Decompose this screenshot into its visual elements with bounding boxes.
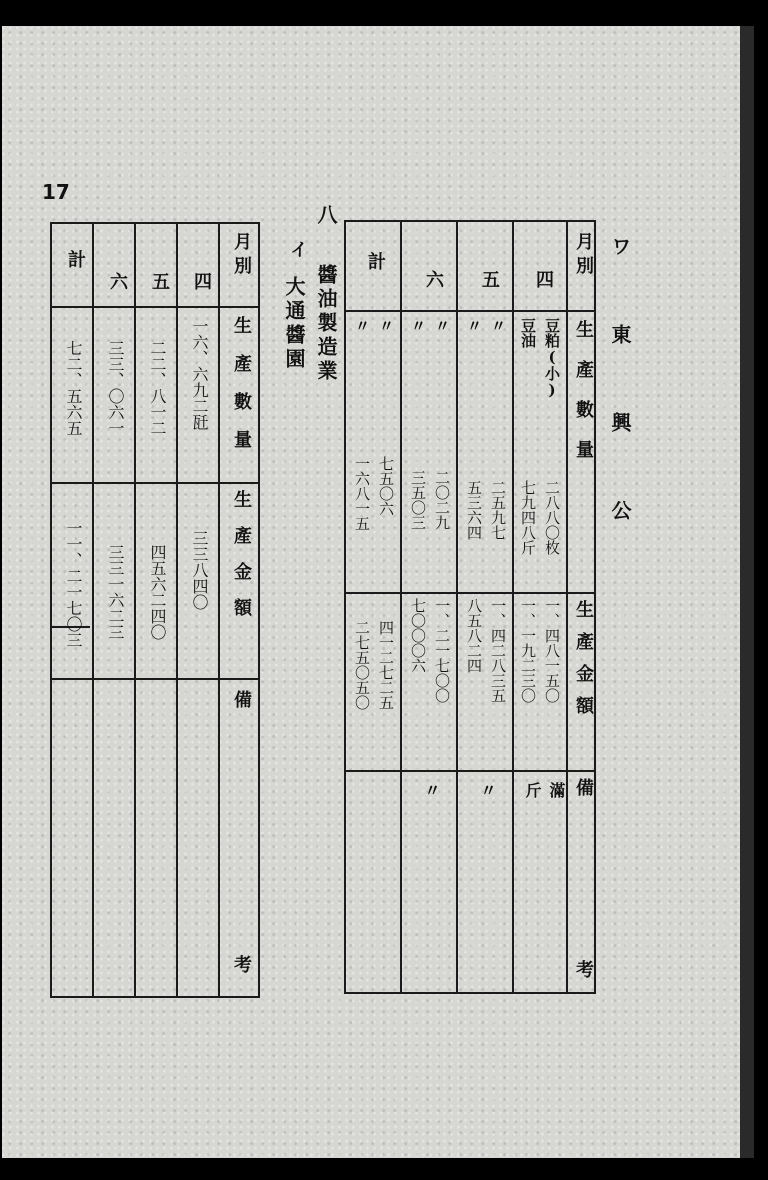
lt-row-quantity: 七二、五六五 bbox=[64, 340, 83, 436]
lt-header-remarks-end: 考 bbox=[231, 955, 252, 973]
rt-row-month: 計 bbox=[365, 252, 386, 270]
rt-header-remarks: 備 bbox=[573, 778, 594, 796]
rt-row-month: 四 bbox=[533, 270, 554, 288]
section-header: ワ 東 興 公 bbox=[608, 236, 632, 542]
lt-row-value: 一一、二一七〇三 bbox=[64, 520, 83, 648]
book-spine bbox=[740, 26, 754, 1158]
rt-row-quantity: 七五〇六 一六八一五 bbox=[353, 456, 395, 531]
lt-header-remarks: 備 bbox=[231, 690, 252, 708]
lt-header-month: 月別 bbox=[231, 232, 252, 280]
lt-header-value: 生產金額 bbox=[231, 490, 252, 634]
sub-a-name: 大通醬園 bbox=[282, 276, 306, 372]
lt-row-month: 六 bbox=[107, 272, 128, 290]
rt-row-month: 五 bbox=[479, 270, 500, 288]
rt-header-remarks-end: 考 bbox=[573, 960, 594, 978]
section-8-number: 八 bbox=[314, 204, 338, 224]
lt-row-quantity: 二二、八一二 bbox=[148, 340, 167, 436]
rt-row-products: 〃 〃 bbox=[465, 318, 507, 333]
lt-row-month: 五 bbox=[149, 272, 170, 290]
rt-row-value: 一、二一七〇〇 七〇〇〇六 bbox=[409, 598, 451, 703]
rt-header-value: 生產金額 bbox=[573, 600, 594, 728]
rt-header-quantity: 生產數量 bbox=[573, 320, 594, 480]
lt-row-value: 三三八四〇 bbox=[190, 530, 209, 610]
rt-row-value: 一、四八一五〇 一、一九二三〇 bbox=[519, 598, 561, 703]
lt-row-value: 四五六二四〇 bbox=[148, 544, 167, 640]
rt-row-month: 六 bbox=[423, 270, 444, 288]
rt-row-products: 〃 〃 bbox=[353, 318, 395, 333]
lt-row-quantity: 一六、六九二瓩 bbox=[190, 318, 209, 430]
sub-a-marker: イ bbox=[287, 240, 308, 258]
page-number: 17 bbox=[42, 180, 70, 204]
rt-row-value: 一、四二八三五 八五八二四 bbox=[465, 598, 507, 703]
rt-header-month: 月別 bbox=[573, 232, 594, 280]
section-8-title: 醬油製造業 bbox=[314, 264, 338, 384]
rt-row-quantity: 二八八〇枚 七九四八斤 bbox=[519, 480, 561, 555]
rt-row-quantity: 二〇二九 三五〇三 bbox=[409, 470, 451, 530]
lt-row-month: 四 bbox=[191, 272, 212, 290]
lt-header-quantity: 生產數量 bbox=[231, 316, 252, 468]
rt-row-remarks: 〃 bbox=[478, 782, 497, 798]
lt-row-month: 計 bbox=[65, 250, 86, 268]
rt-row-remarks: 滿 斤 bbox=[523, 782, 566, 798]
lt-row-value: 三三一六二三 bbox=[106, 544, 125, 640]
rt-row-products: 〃 〃 bbox=[409, 318, 451, 333]
lt-row-quantity: 三三、〇六一 bbox=[106, 340, 125, 436]
rt-row-value: 四一二七二五 二七五〇五〇 bbox=[353, 620, 395, 710]
rt-row-remarks: 〃 bbox=[422, 782, 441, 798]
rt-row-products: 豆粕(小) 豆油 bbox=[519, 318, 561, 399]
rt-row-quantity: 二五九七 五三六四 bbox=[465, 480, 507, 540]
